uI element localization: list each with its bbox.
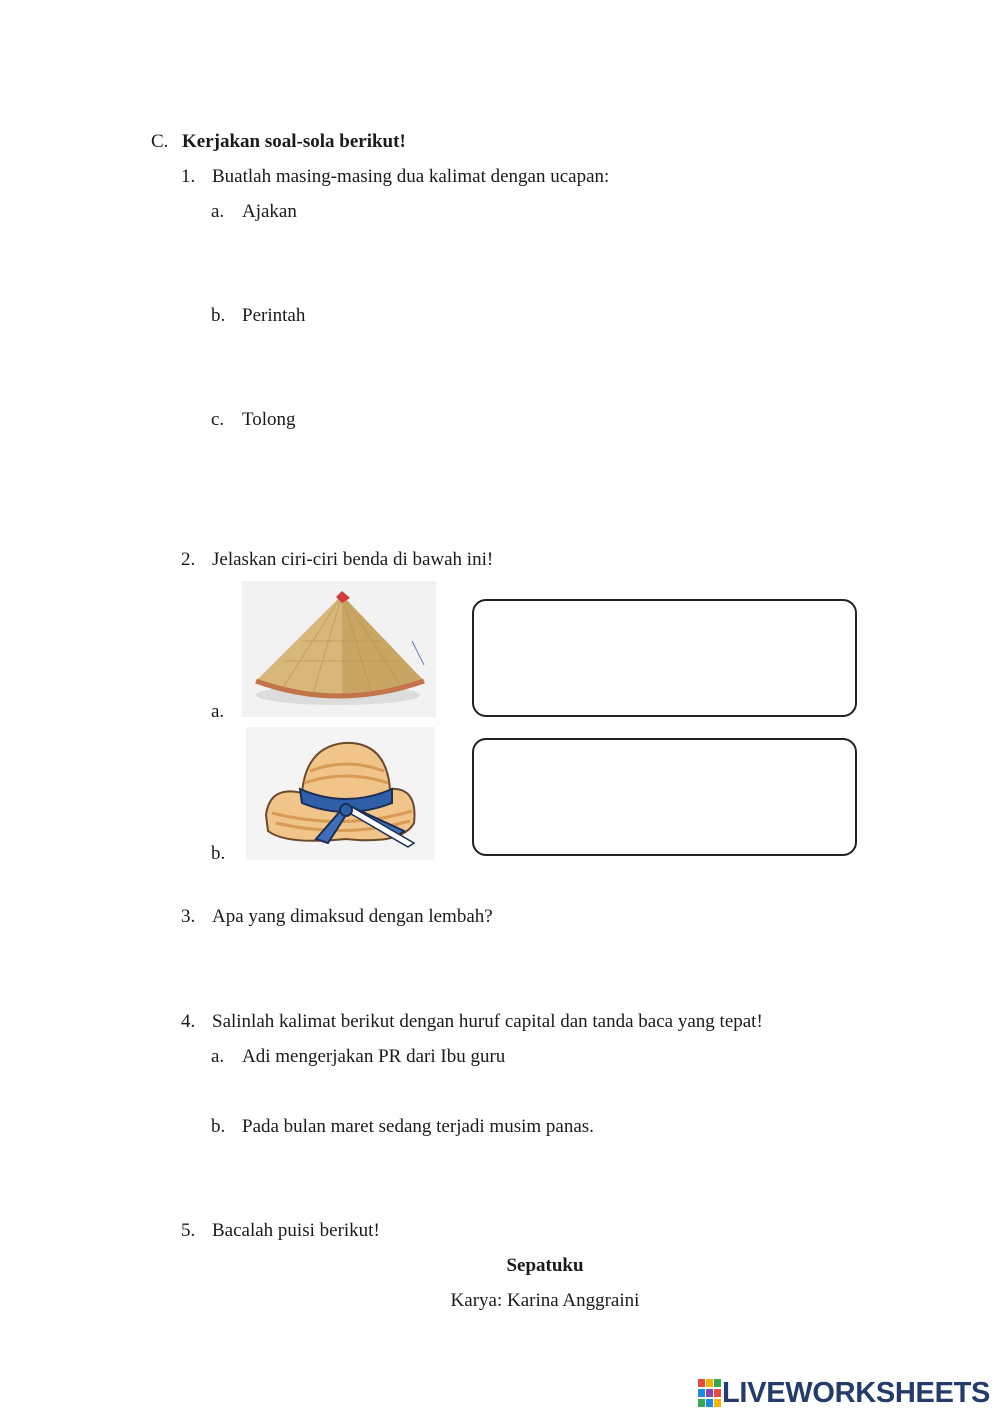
sun-hat-image (246, 727, 435, 860)
q2-number: 2. (181, 549, 196, 570)
q4-number: 4. (181, 1011, 196, 1032)
brand-name: LIVEWORKSHEETS (722, 1376, 991, 1409)
section-letter: C. (151, 131, 169, 152)
q2-item-b-letter: b. (211, 843, 226, 864)
poem-title: Sepatuku (506, 1255, 584, 1276)
answer-box-a[interactable] (472, 599, 857, 717)
q4-text: Salinlah kalimat berikut dengan huruf capital dan tanda baca yang tepat! (212, 1011, 763, 1032)
q1-item-c-text: Tolong (242, 409, 296, 430)
poem-author: Karya: Karina Anggraini (450, 1290, 640, 1311)
q4-item-b-text: Pada bulan maret sedang terjadi musim panas. (242, 1116, 594, 1137)
q4-item-a-letter: a. (211, 1046, 225, 1067)
q1-item-b-letter: b. (211, 305, 226, 326)
q5-number: 5. (181, 1220, 196, 1241)
q1-item-b-text: Perintah (242, 305, 306, 326)
q2-item-a-letter: a. (211, 701, 225, 722)
q1-number: 1. (181, 166, 196, 187)
liveworksheets-logo[interactable] (698, 1376, 990, 1410)
q2-text: Jelaskan ciri-ciri benda di bawah ini! (212, 549, 494, 570)
q4-item-a-text: Adi mengerjakan PR dari Ibu guru (242, 1046, 506, 1067)
section-title: Kerjakan soal-sola berikut! (182, 131, 406, 152)
q1-item-a-text: Ajakan (242, 201, 297, 222)
conical-hat-image (242, 581, 436, 717)
liveworksheets-logo-icon (698, 1379, 722, 1407)
q3-number: 3. (181, 906, 196, 927)
answer-box-b[interactable] (472, 738, 857, 856)
q1-text: Buatlah masing-masing dua kalimat dengan ucapan: (212, 166, 610, 187)
q5-text: Bacalah puisi berikut! (212, 1220, 380, 1241)
q3-text: Apa yang dimaksud dengan lembah? (212, 906, 493, 927)
q1-item-a-letter: a. (211, 201, 225, 222)
q4-item-b-letter: b. (211, 1116, 226, 1137)
q1-item-c-letter: c. (211, 409, 225, 430)
